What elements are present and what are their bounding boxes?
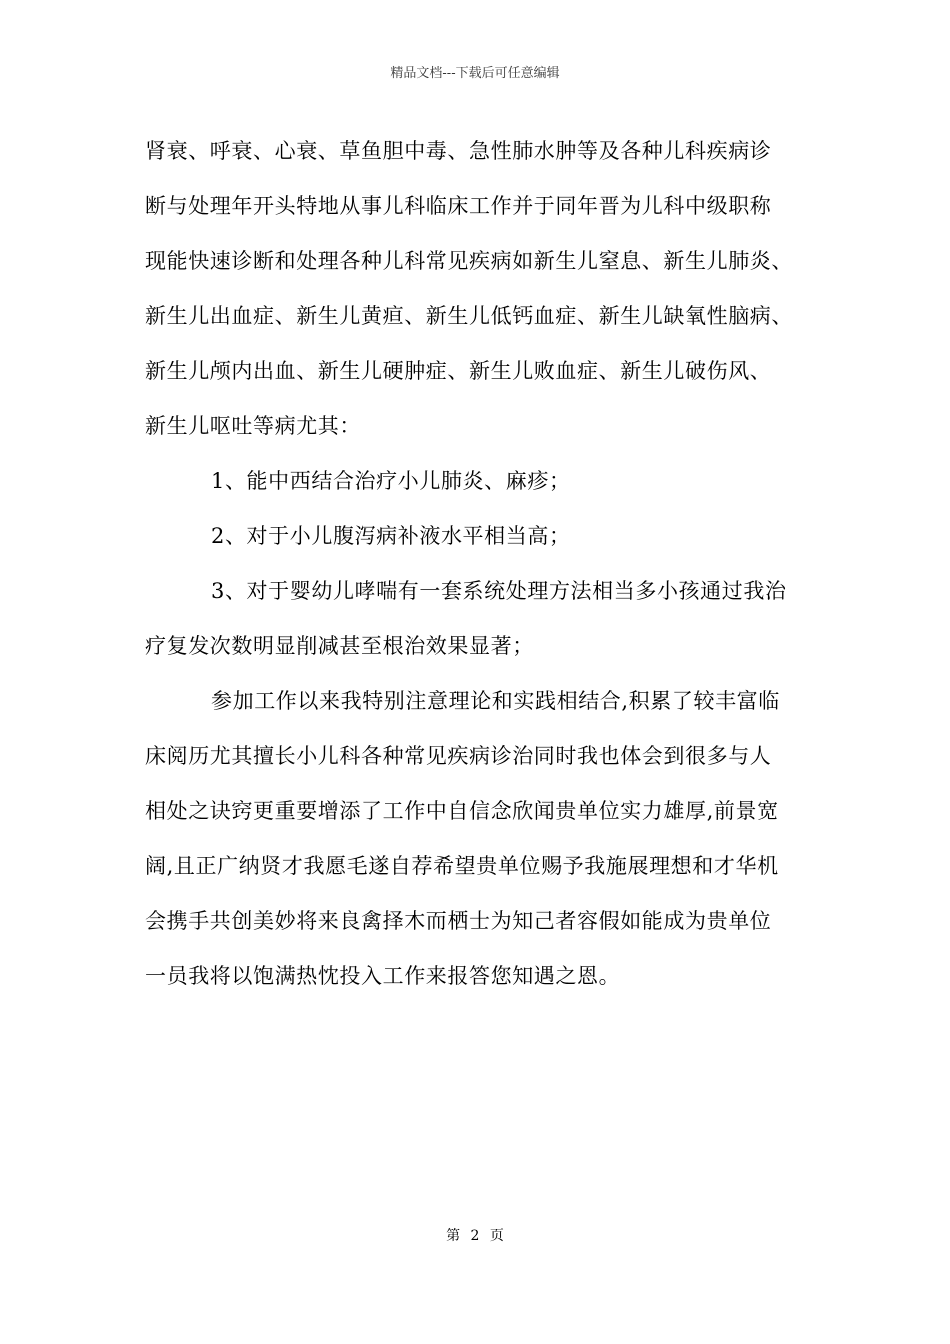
list-item-3: 3、对于婴幼儿哮喘有一套系统处理方法相当多小孩通过我治	[211, 579, 787, 603]
body-line: 新生儿呕吐等病尤其：	[145, 414, 361, 438]
body-line: 会携手共创美妙将来良禽择木而栖士为知己者容假如能成为贵单位	[145, 909, 772, 933]
body-line: 新生儿颅内出血、新生儿硬肿症、新生儿败血症、新生儿破伤风、	[145, 359, 772, 383]
body-line: 相处之诀窍更重要增添了工作中自信念欣闻贵单位实力雄厚,前景宽	[145, 799, 779, 823]
page-header	[0, 64, 950, 84]
body-line: 疗复发次数明显削减甚至根治效果显著；	[145, 634, 534, 658]
body-line: 一员我将以饱满热忱投入工作来报答您知遇之恩。	[145, 964, 621, 988]
header-text: 精品文档---下载后可任意编辑	[390, 66, 560, 81]
document-body	[145, 124, 815, 1004]
page-footer	[0, 1226, 950, 1246]
body-line: 断与处理年开头特地从事儿科临床工作并于同年晋为儿科中级职称	[145, 194, 772, 218]
body-line: 床阅历尤其擅长小儿科各种常见疾病诊治同时我也体会到很多与人	[145, 744, 772, 768]
list-item-2: 2、对于小儿腹泻病补液水平相当高；	[211, 524, 571, 548]
list-item-1: 1、能中西结合治疗小儿肺炎、麻疹；	[211, 469, 571, 493]
body-line: 现能快速诊断和处理各种儿科常见疾病如新生儿窒息、新生儿肺炎、	[145, 249, 793, 273]
page-number: 2	[470, 1228, 480, 1244]
body-line: 阔,且正广纳贤才我愿毛遂自荐希望贵单位赐予我施展理想和才华机	[145, 854, 779, 878]
page-label-prefix: 第	[446, 1228, 461, 1244]
body-line: 肾衰、呼衰、心衰、草鱼胆中毒、急性肺水肿等及各种儿科疾病诊	[145, 139, 772, 163]
body-line: 新生儿出血症、新生儿黄疸、新生儿低钙血症、新生儿缺氧性脑病、	[145, 304, 793, 328]
page-label-suffix: 页	[489, 1228, 504, 1244]
paragraph-start: 参加工作以来我特别注意理论和实践相结合,积累了较丰富临	[211, 689, 780, 713]
